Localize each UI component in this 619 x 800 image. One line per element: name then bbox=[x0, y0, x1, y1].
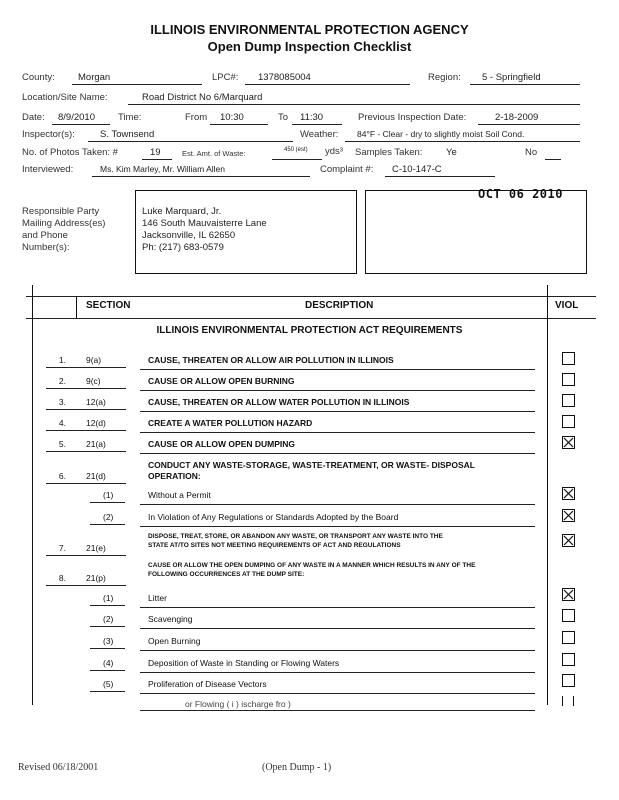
sub-item-description: Without a Permit bbox=[148, 490, 211, 500]
samples-yes: Ye bbox=[446, 147, 457, 158]
column-section-header: SECTION bbox=[86, 300, 131, 311]
check-x-icon bbox=[563, 437, 574, 448]
column-description-header: DESCRIPTION bbox=[305, 300, 374, 311]
page-label: (Open Dump - 1) bbox=[262, 762, 332, 773]
violation-checkbox[interactable] bbox=[562, 631, 575, 644]
region-label: Region: bbox=[428, 72, 461, 83]
date-value: 8/9/2010 bbox=[58, 112, 95, 123]
samples-label: Samples Taken: bbox=[355, 147, 423, 158]
row-description-line-1: DISPOSE, TREAT, STORE, OR ABANDON ANY WASTE, OR TRANSPORT ANY WASTE INTO THE bbox=[148, 533, 443, 540]
violation-checkbox[interactable] bbox=[562, 352, 575, 365]
yds-label: yds³ bbox=[325, 146, 343, 157]
check-x-icon bbox=[563, 488, 574, 499]
sub-item-number: (2) bbox=[103, 512, 114, 522]
sub-item-number: (5) bbox=[103, 679, 114, 689]
row-number: 6. bbox=[58, 471, 66, 481]
row-description: CREATE A WATER POLLUTION HAZARD bbox=[148, 418, 313, 428]
inspector-value: S. Townsend bbox=[100, 129, 155, 140]
time-from-value: 10:30 bbox=[220, 112, 244, 123]
violation-checkbox[interactable] bbox=[562, 653, 575, 666]
row-number: 4. bbox=[58, 418, 66, 428]
sub-item-description: Open Burning bbox=[148, 636, 201, 646]
row-section: 21(d) bbox=[86, 471, 106, 481]
agency-title: ILLINOIS ENVIRONMENTAL PROTECTION AGENCY bbox=[150, 22, 469, 37]
violation-checkbox[interactable] bbox=[562, 674, 575, 687]
samples-no: No bbox=[525, 147, 538, 158]
time-to-label: To bbox=[278, 112, 289, 123]
row-description: CAUSE OR ALLOW OPEN BURNING bbox=[148, 376, 295, 386]
sub-item-number: (3) bbox=[103, 636, 114, 646]
time-from-label: From bbox=[185, 112, 208, 123]
row-description-line-1: CAUSE OR ALLOW THE OPEN DUMPING OF ANY WASTE IN A MANNER WHICH RESULTS IN ANY OF THE bbox=[148, 562, 476, 569]
sub-item-description: or Flowing ( i ) ischarge fro ) bbox=[185, 699, 291, 709]
row-description-line-2: STATE AT/TO SITES NOT MEETING REQUIREMENTS OF ACT AND REGULATIONS bbox=[148, 542, 401, 549]
county-label: County: bbox=[22, 72, 55, 83]
revision-date: Revised 06/18/2001 bbox=[18, 762, 99, 773]
check-x-icon bbox=[563, 510, 574, 521]
violation-checkbox[interactable] bbox=[562, 534, 575, 547]
lpc-value: 1378085004 bbox=[258, 72, 311, 83]
sub-item-number: (1) bbox=[103, 593, 114, 603]
received-date-stamp: OCT 06 2010 bbox=[478, 187, 563, 201]
row-number: 2. bbox=[58, 376, 66, 386]
row-description: CAUSE, THREATEN OR ALLOW AIR POLLUTION IN ILLINOIS bbox=[148, 355, 394, 365]
row-number: 3. bbox=[58, 397, 66, 407]
row-section: 12(a) bbox=[86, 397, 106, 407]
interviewed-label: Interviewed: bbox=[22, 164, 74, 175]
row-section: 21(a) bbox=[86, 439, 106, 449]
row-description-line-2: FOLLOWING OCCURRENCES AT THE DUMP SITE: bbox=[148, 571, 305, 578]
responsible-party-info: Luke Marquard, Jr. 146 South Mauvaisterre Lane Jacksonville, IL 62650 Ph: (217) 683-0579 bbox=[142, 206, 267, 253]
responsible-label: Responsible Party Mailing Address(es) and Phone Number(s): bbox=[22, 206, 106, 253]
row-number: 7. bbox=[58, 543, 66, 553]
row-number: 1. bbox=[58, 355, 66, 365]
check-x-icon bbox=[563, 589, 574, 600]
violation-checkbox[interactable] bbox=[562, 415, 575, 428]
location-value: Road District No 6/Marquard bbox=[142, 92, 263, 103]
row-number: 5. bbox=[58, 439, 66, 449]
received-stamp-box bbox=[365, 190, 587, 274]
row-section: 21(p) bbox=[86, 573, 106, 583]
sub-item-number: (4) bbox=[103, 658, 114, 668]
interviewed-value: Ms. Kim Marley, Mr. William Allen bbox=[100, 164, 225, 174]
violation-checkbox[interactable] bbox=[562, 436, 575, 449]
row-description-line-1: CONDUCT ANY WASTE-STORAGE, WASTE-TREATMENT, OR WASTE- DISPOSAL bbox=[148, 460, 475, 470]
sub-item-description: In Violation of Any Regulations or Standards Adopted by the Board bbox=[148, 512, 399, 522]
photos-label: No. of Photos Taken: # bbox=[22, 147, 118, 158]
lpc-label: LPC#: bbox=[212, 72, 239, 83]
complaint-value: C-10-147-C bbox=[392, 164, 442, 175]
sub-item-description: Litter bbox=[148, 593, 167, 603]
row-section: 12(d) bbox=[86, 418, 106, 428]
weather-value: 84°F - Clear - dry to slightly moist Soil Cond. bbox=[357, 129, 525, 139]
date-label: Date: bbox=[22, 112, 45, 123]
sub-item-number: (1) bbox=[103, 490, 114, 500]
violation-checkbox[interactable] bbox=[562, 509, 575, 522]
row-section: 9(c) bbox=[86, 376, 101, 386]
region-value: 5 - Springfield bbox=[482, 72, 541, 83]
violation-checkbox[interactable] bbox=[562, 487, 575, 500]
photos-value: 19 bbox=[150, 147, 161, 158]
sub-item-description: Deposition of Waste in Standing or Flowing Waters bbox=[148, 658, 340, 668]
violation-checkbox[interactable] bbox=[562, 373, 575, 386]
row-description-line-2: OPERATION: bbox=[148, 471, 201, 481]
weather-label: Weather: bbox=[300, 129, 339, 140]
complaint-label: Complaint #: bbox=[320, 164, 374, 175]
waste-label: Est. Amt. of Waste: bbox=[182, 149, 246, 158]
act-requirements-heading: ILLINOIS ENVIRONMENTAL PROTECTION ACT REQUIREMENTS bbox=[156, 325, 463, 336]
row-section: 9(a) bbox=[86, 355, 102, 365]
prev-inspection-label: Previous Inspection Date: bbox=[358, 112, 467, 123]
violation-checkbox[interactable] bbox=[562, 588, 575, 601]
violation-checkbox[interactable] bbox=[562, 394, 575, 407]
row-number: 8. bbox=[58, 573, 66, 583]
location-label: Location/Site Name: bbox=[22, 92, 108, 103]
waste-value: 450 (est) bbox=[284, 147, 308, 153]
form-title: Open Dump Inspection Checklist bbox=[207, 39, 412, 54]
sub-item-number: (2) bbox=[103, 614, 114, 624]
time-label: Time: bbox=[118, 112, 142, 123]
sub-item-description: Proliferation of Disease Vectors bbox=[148, 679, 267, 689]
prev-inspection-value: 2-18-2009 bbox=[495, 112, 539, 123]
inspector-label: Inspector(s): bbox=[22, 129, 75, 140]
check-x-icon bbox=[563, 535, 574, 546]
time-to-value: 11:30 bbox=[300, 112, 324, 123]
violation-checkbox[interactable] bbox=[562, 609, 575, 622]
column-viol-header: VIOL bbox=[555, 300, 579, 311]
sub-item-description: Scavenging bbox=[148, 614, 193, 624]
row-section: 21(e) bbox=[86, 543, 106, 553]
county-value: Morgan bbox=[78, 72, 111, 83]
row-description: CAUSE OR ALLOW OPEN DUMPING bbox=[148, 439, 296, 449]
row-description: CAUSE, THREATEN OR ALLOW WATER POLLUTION IN ILLINOIS bbox=[148, 397, 410, 407]
